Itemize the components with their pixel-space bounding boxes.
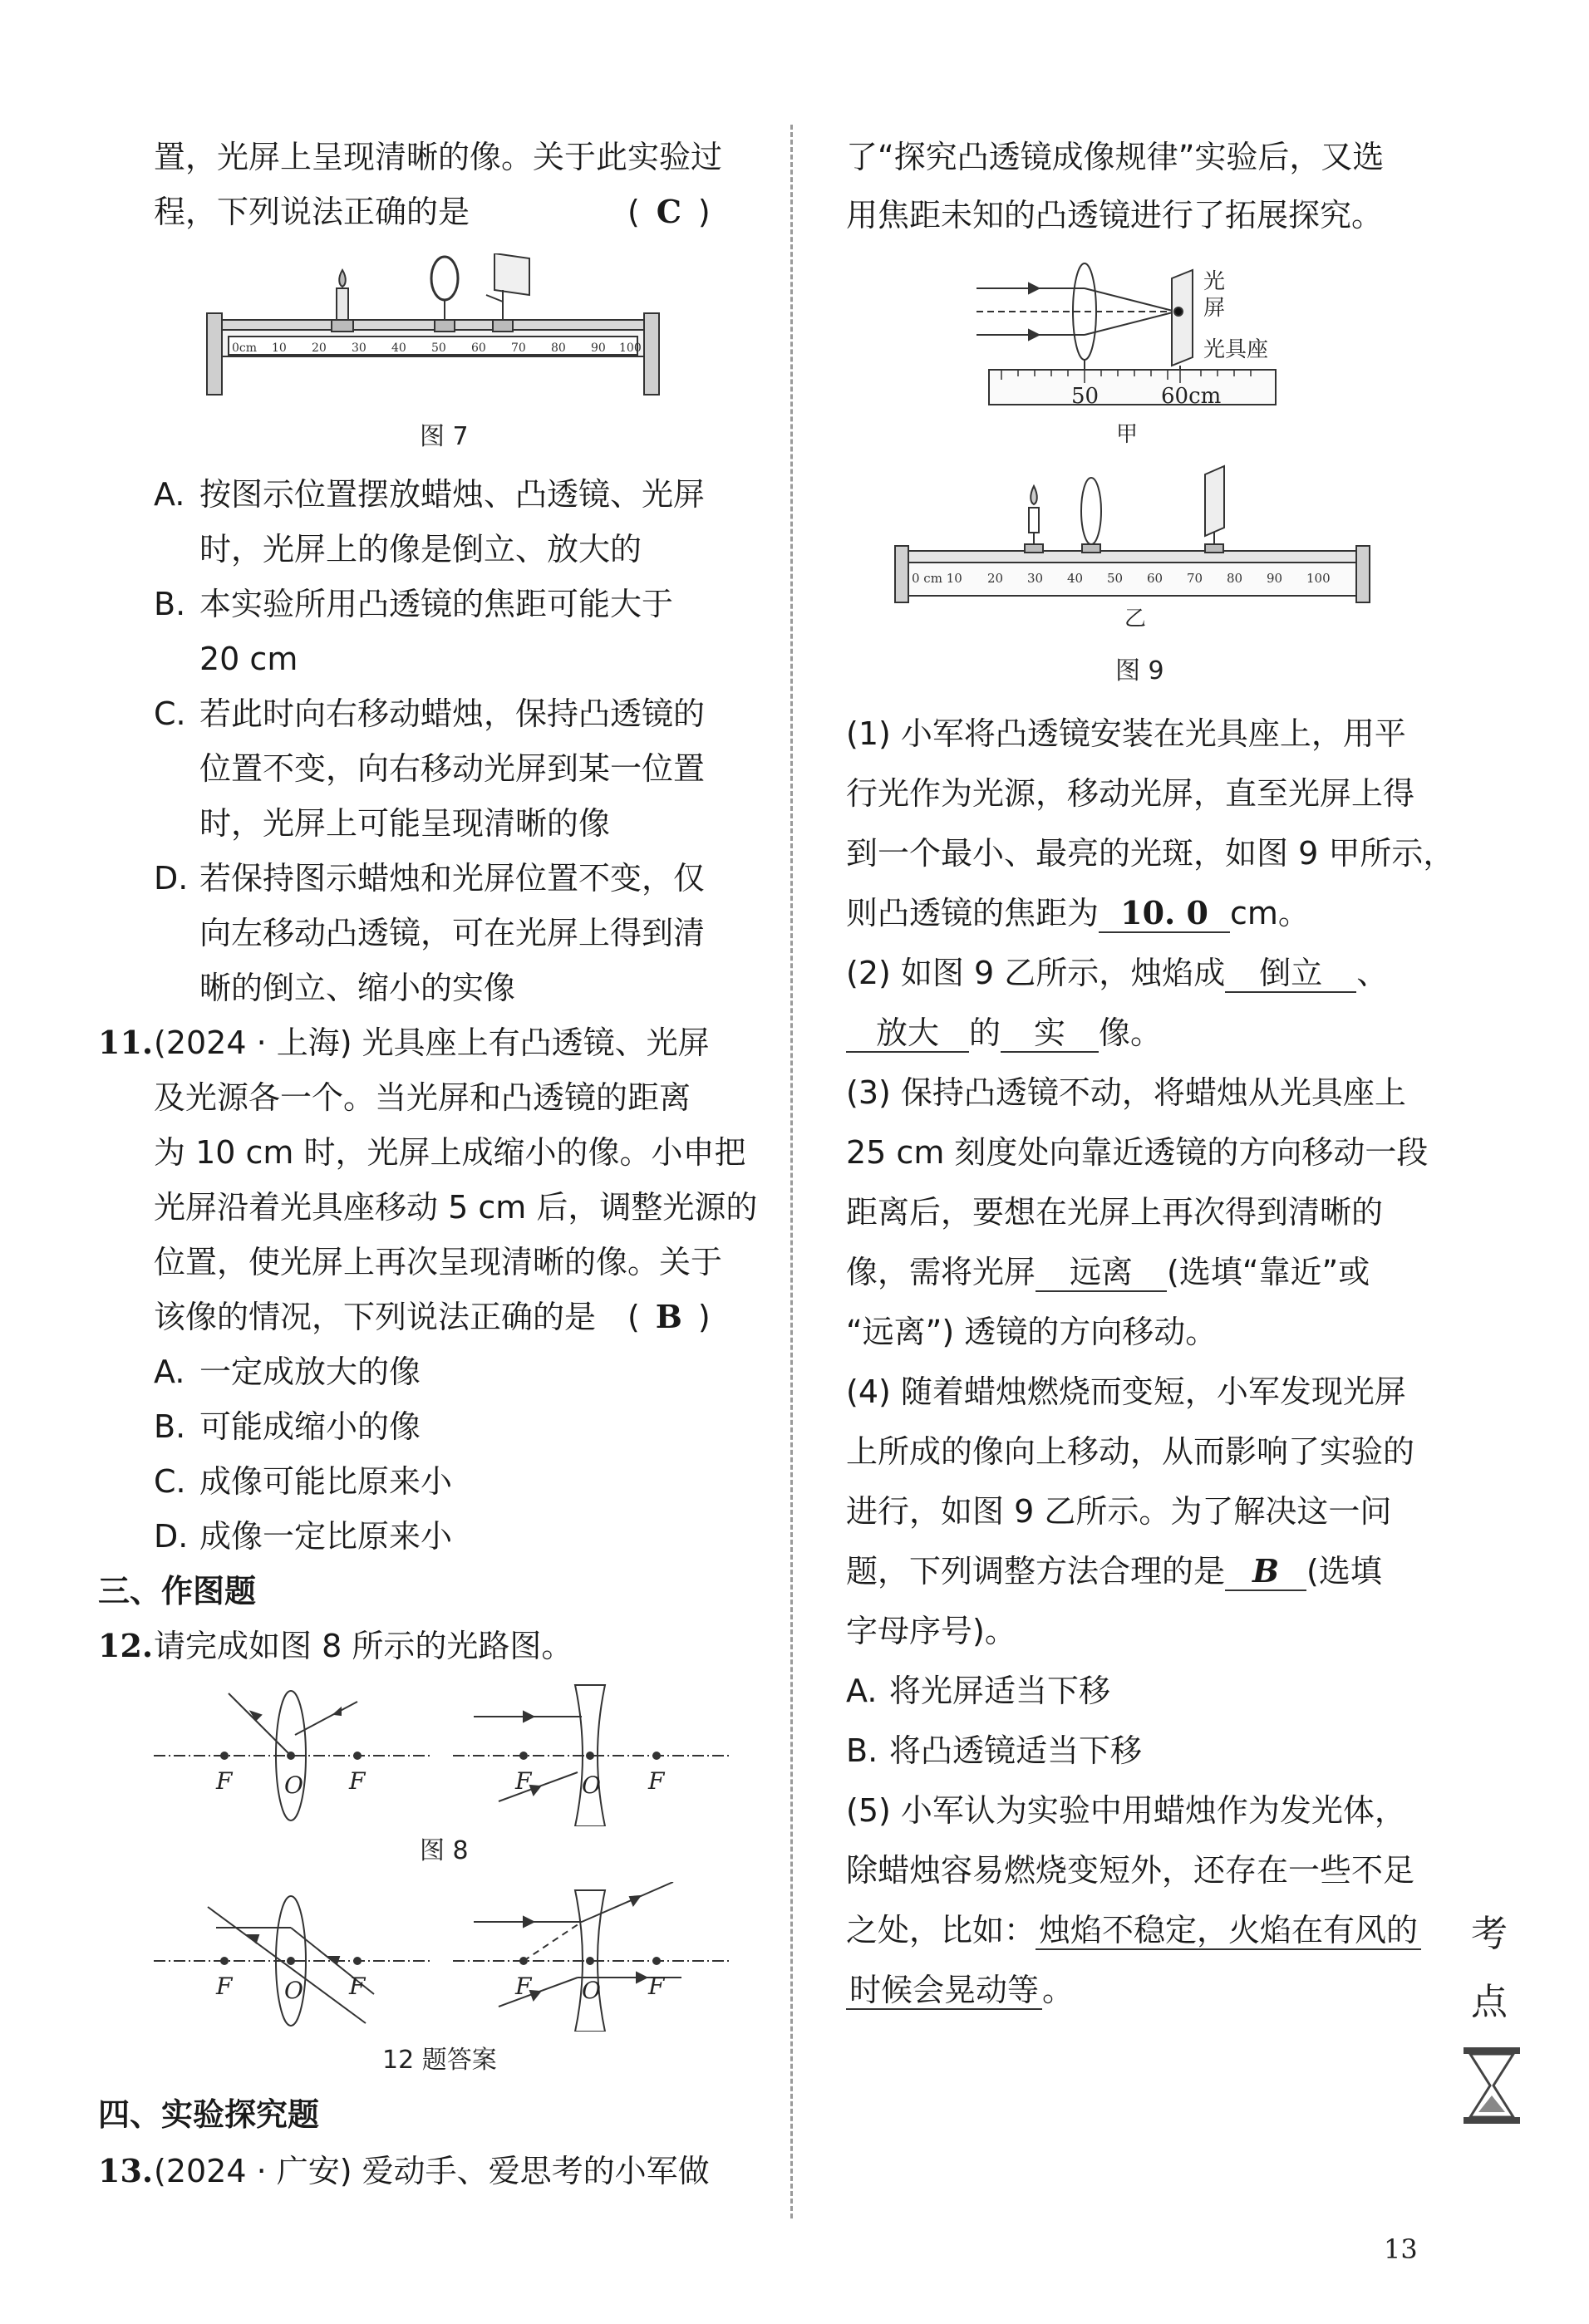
q11-line-6: 该像的情况，下列说法正确的是 [154, 1299, 597, 1335]
p5-line-2: 除蜡烛容易燃烧变短外，还存在一些不足 [846, 1852, 1415, 1889]
q10-option-b-label: B. [154, 586, 186, 622]
q10-option-a-label: A. [154, 476, 185, 513]
p3-post-text: (选填“靠近”或 [1167, 1254, 1370, 1290]
fig8-focus-label: F [515, 1767, 532, 1795]
fig8-center-label: O [582, 1771, 601, 1799]
fig9-scale-50: 50 [1071, 384, 1100, 409]
p2-separator: 、 [1356, 955, 1389, 991]
fig7-tick: 40 [391, 341, 406, 355]
p2-post-text: 像。 [1099, 1015, 1163, 1051]
q11-option-c-text: 成像可能比原来小 [199, 1463, 453, 1500]
p5-answer-blank-2: 时候会晃动等 [846, 1972, 1042, 2010]
fig8-answer-center-label: O [284, 1977, 303, 2004]
figure-8-caption: 图 8 [420, 1836, 469, 1865]
q11-option-b-label: B. [154, 1408, 186, 1445]
figure-9-yi-optical-bench [893, 461, 1375, 636]
q10-answer-bracket: ( C ) [627, 191, 711, 233]
q10-option-d-line-2: 向左移动凸透镜，可在光屏上得到清 [199, 915, 706, 951]
p4-choice-blank: B [1225, 1553, 1306, 1591]
q10-option-c-line-1: 若此时向右移动蜡烛，保持凸透镜的 [199, 695, 706, 732]
q11-answer-bracket: ( B ) [627, 1296, 711, 1338]
p3-line-2: 25 cm 刻度处向靠近透镜的方向移动一段 [846, 1134, 1429, 1171]
p1-line-4 [846, 892, 1310, 934]
p4-line-5: 字母序号)。 [846, 1613, 1016, 1649]
p4-line-2: 上所成的像向上移动，从而影响了实验的 [846, 1433, 1415, 1470]
figure-7-optical-bench [204, 253, 661, 403]
side-tab-label-2: 点 [1471, 1981, 1508, 2023]
q11-option-d-text: 成像一定比原来小 [199, 1518, 453, 1555]
p2-blank-enlarged: 放大 [846, 1015, 969, 1053]
fig8-answer-focus-label: F [648, 1973, 665, 2000]
q10-answer: C [656, 193, 681, 230]
fig7-tick: 20 [312, 341, 327, 355]
figure-9-jia-focal-setup [968, 253, 1301, 453]
q11-option-a-label: A. [154, 1354, 185, 1390]
fig8-focus-label: F [648, 1767, 665, 1795]
fig8-center-label: O [284, 1771, 303, 1799]
p5-line-4 [846, 1969, 1074, 2011]
page-number: 13 [1384, 2233, 1418, 2265]
q11-line-4: 光屏沿着光具座移动 5 cm 后，调整光源的 [154, 1189, 758, 1226]
q12-answer-caption: 12 题答案 [382, 2046, 497, 2075]
fig8-answer-focus-label: F [349, 1973, 366, 2000]
figure-8-light-path-question [150, 1677, 731, 1826]
q12-number: 12. [98, 1627, 154, 1664]
p4-line-1: (4) 随着蜡烛燃烧而变短，小军发现光屏 [846, 1373, 1406, 1410]
q10-option-b-line-2: 20 cm [199, 641, 298, 677]
q11-line-1: (2024 · 上海) 光具座上有凸透镜、光屏 [154, 1024, 710, 1061]
q12-text: 请完成如图 8 所示的光路图。 [154, 1628, 573, 1664]
q13-intro-line-2: 了“探究凸透镜成像规律”实验后，又选 [846, 139, 1385, 175]
q11-number: 11. [98, 1024, 154, 1061]
q11-line-2: 及光源各一个。当光屏和凸透镜的距离 [154, 1079, 691, 1116]
fig9-jia-label: 甲 [1116, 422, 1139, 447]
fig9-yi-label: 乙 [1124, 607, 1147, 631]
section-4-heading: 四、实验探究题 [98, 2096, 320, 2133]
q11-option-b-text: 可能成缩小的像 [199, 1408, 421, 1445]
p5-pre-text: 之处，比如： [846, 1912, 1036, 1948]
p4-option-a-text: 将光屏适当下移 [889, 1673, 1111, 1709]
fig9-yi-tick: 80 [1227, 571, 1243, 586]
fig7-unit-label: 0cm [232, 341, 258, 355]
p4-post-text: (选填 [1306, 1553, 1382, 1589]
p5-line-1: (5) 小军认为实验中用蜡烛作为发光体， [846, 1792, 1406, 1829]
q10-option-b-line-1: 本实验所用凸透镜的焦距可能大于 [199, 586, 674, 622]
p1-line-3: 到一个最小、最亮的光斑，如图 9 甲所示， [846, 835, 1455, 872]
q10-option-a-line-1: 按图示位置摆放蜡烛、凸透镜、光屏 [199, 476, 706, 513]
fig9-yi-tick: 90 [1267, 571, 1283, 586]
q10-option-c-label: C. [154, 695, 186, 732]
q10-option-c-line-3: 时，光屏上可能呈现清晰的像 [199, 805, 611, 842]
q11-option-d-label: D. [154, 1518, 189, 1555]
p4-pre-text: 题，下列调整方法合理的是 [846, 1553, 1226, 1589]
side-tab-label-1: 考 [1471, 1913, 1508, 1955]
p1-line-1: (1) 小军将凸透镜安装在光具座上，用平 [846, 715, 1406, 752]
p3-line-1: (3) 保持凸透镜不动，将蜡烛从光具座上 [846, 1074, 1406, 1111]
p5-post-text: 。 [1042, 1972, 1075, 2008]
fig7-tick: 50 [431, 341, 446, 355]
figure-8-answer-diagram [150, 1882, 731, 2032]
q11-option-c-label: C. [154, 1463, 186, 1500]
fig9-yi-tick: 20 [987, 571, 1004, 586]
fig9-yi-tick: 40 [1067, 571, 1084, 586]
fig9-yi-tick: 50 [1107, 571, 1124, 586]
figure-7-caption: 图 7 [420, 422, 469, 451]
fig8-answer-focus-label: F [216, 1973, 233, 2000]
fig9-screen-label-2: 屏 [1203, 296, 1226, 321]
q11-line-5: 位置，使光屏上再次呈现清晰的像。关于 [154, 1244, 723, 1280]
q10-option-d-line-1: 若保持图示蜡烛和光屏位置不变，仅 [199, 860, 706, 897]
fig9-yi-tick: 0 cm 10 [912, 571, 962, 586]
fig7-tick: 70 [511, 341, 526, 355]
p2-blank-real: 实 [1001, 1015, 1099, 1053]
fig9-scale-60: 60cm [1161, 384, 1222, 409]
p3-line-4 [846, 1251, 1370, 1293]
q10-option-a-line-2: 时，光屏上的像是倒立、放大的 [199, 531, 642, 567]
p3-line-5: “远离”) 透镜的方向移动。 [846, 1314, 1218, 1350]
p2-line-2 [846, 1012, 1162, 1054]
p5-line-3 [846, 1909, 1421, 1951]
p2-mid-text: 的 [969, 1015, 1001, 1051]
p3-pre-text: 像，需将光屏 [846, 1254, 1036, 1290]
q13-intro-text: (2024 · 广安) 爱动手、爱思考的小军做 [154, 2153, 710, 2189]
section-3-heading: 三、作图题 [98, 1573, 257, 1609]
fig8-answer-focus-label: F [515, 1973, 532, 2000]
figure-9-caption: 图 9 [1115, 656, 1164, 685]
fig8-answer-center-label: O [582, 1977, 601, 2004]
p3-line-3: 距离后，要想在光屏上再次得到清晰的 [846, 1194, 1384, 1231]
fig8-focus-label: F [216, 1767, 233, 1795]
fig7-tick: 10 [272, 341, 287, 355]
column-divider [790, 125, 793, 2218]
q11-line-3: 为 10 cm 时，光屏上成缩小的像。小申把 [154, 1134, 746, 1171]
p4-line-3: 进行，如图 9 乙所示。为了解决这一问 [846, 1493, 1392, 1530]
p2-pre-text: (2) 如图 9 乙所示，烛焰成 [846, 955, 1226, 991]
p5-answer-blank-1: 烛焰不稳定，火焰在有风的 [1036, 1912, 1421, 1950]
p1-post-text: cm。 [1230, 895, 1310, 931]
p1-focal-length-blank: 10. 0 [1099, 895, 1230, 933]
fig9-bench-label: 光具座 [1203, 337, 1269, 362]
q10-option-d-line-3: 晰的倒立、缩小的实像 [199, 970, 516, 1006]
fig9-screen-label-1: 光 [1203, 269, 1226, 294]
fig9-yi-tick: 60 [1147, 571, 1163, 586]
fig9-yi-tick: 70 [1187, 571, 1203, 586]
fig9-yi-tick: 30 [1027, 571, 1044, 586]
q10-line-2: 程，下列说法正确的是 [154, 194, 470, 230]
hourglass-icon [1459, 2046, 1525, 2125]
q13-number: 13. [98, 2152, 154, 2189]
p2-blank-inverted: 倒立 [1225, 955, 1356, 993]
q11-answer: B [655, 1298, 682, 1335]
p4-option-a-label: A. [846, 1673, 878, 1709]
p3-direction-blank: 远离 [1036, 1254, 1167, 1292]
p4-option-b-text: 将凸透镜适当下移 [889, 1732, 1143, 1769]
fig7-tick: 100 [619, 341, 642, 355]
fig7-tick: 90 [591, 341, 606, 355]
p1-pre-text: 则凸透镜的焦距为 [846, 895, 1100, 931]
p4-option-b-label: B. [846, 1732, 878, 1769]
fig7-tick: 60 [471, 341, 486, 355]
q10-line-1: 置，光屏上呈现清晰的像。关于此实验过 [154, 139, 723, 175]
q10-option-d-label: D. [154, 860, 189, 897]
p4-line-4 [846, 1550, 1382, 1592]
p2-line-1 [846, 952, 1388, 994]
fig8-focus-label: F [349, 1767, 366, 1795]
fig7-tick: 80 [551, 341, 566, 355]
q11-option-a-text: 一定成放大的像 [199, 1354, 421, 1390]
q10-option-c-line-2: 位置不变，向右移动光屏到某一位置 [199, 750, 706, 787]
fig9-yi-tick: 100 [1306, 571, 1331, 586]
q13-intro-line-3: 用焦距未知的凸透镜进行了拓展探究。 [846, 197, 1384, 233]
fig7-tick: 30 [352, 341, 367, 355]
p1-line-2: 行光作为光源，移动光屏，直至光屏上得 [846, 775, 1415, 812]
